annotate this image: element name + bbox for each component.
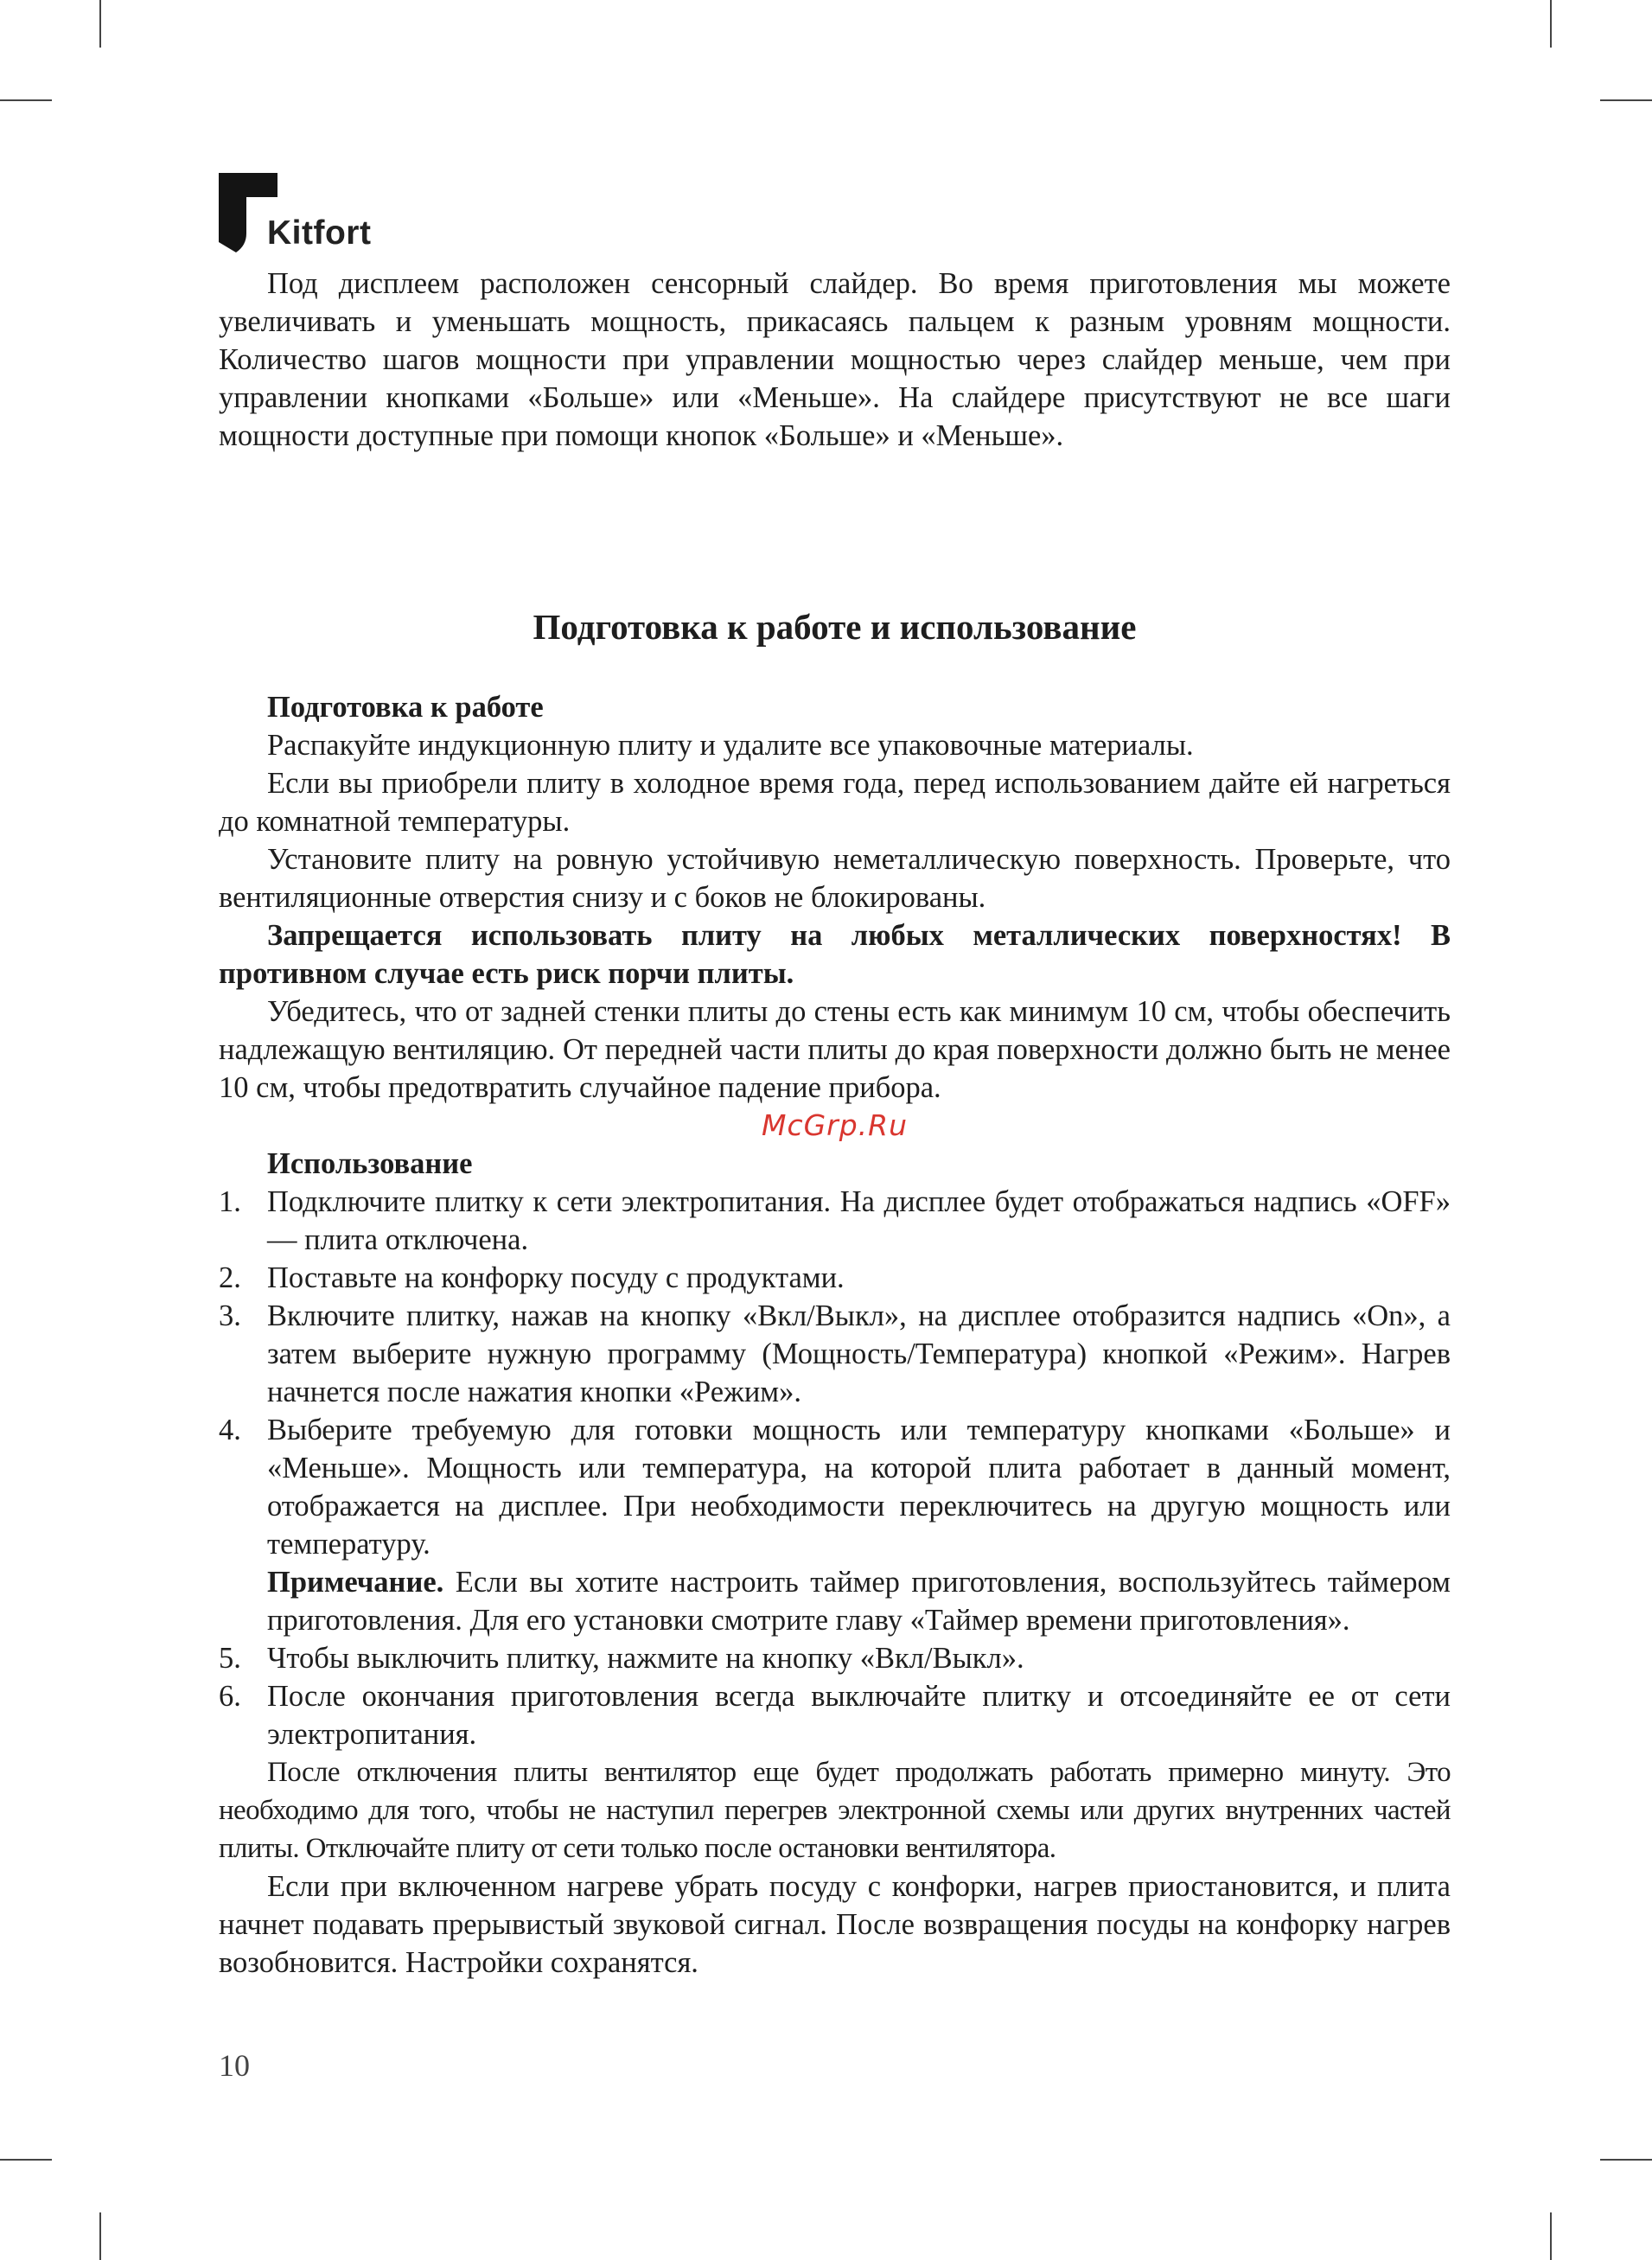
list-item (219, 1639, 1451, 1677)
crop-mark (99, 2212, 101, 2260)
intro-section (219, 265, 1451, 455)
note (219, 1563, 1451, 1639)
crop-mark (99, 0, 101, 48)
crop-mark (1550, 2212, 1552, 2260)
note-text: Если вы хотите настроить таймер приготовления, воспользуйтесь таймером приготовления. Для его установки смотрите главу «Таймер времени приготовления». (267, 1566, 1451, 1637)
step-number: 5. (219, 1642, 241, 1675)
crop-mark (1600, 2159, 1652, 2161)
list-item (219, 1411, 1451, 1563)
usage-steps-continued (219, 1639, 1451, 1753)
step-text: Поставьте на конфорку посуду с продуктами. (267, 1261, 845, 1294)
section-title: Подготовка к работе и использование (533, 607, 1137, 647)
brand-logo (219, 173, 392, 255)
list-item (219, 1297, 1451, 1411)
watermark: McGrp.Ru (761, 1108, 909, 1142)
preparation-paragraph: Распакуйте индукционную плиту и удалите все упаковочные материалы. (267, 729, 1194, 762)
list-item (219, 1259, 1451, 1297)
usage-heading: Использование (267, 1147, 473, 1180)
crop-mark (1600, 99, 1652, 101)
preparation-paragraph: Убедитесь, что от задней стенки плиты до стены есть как минимум 10 см, чтобы обеспечить надлежащую вентиляцию. От передней части плиты до края поверхности должно быть не менее 10 см, чтобы предотвратить случайное падение прибора. (219, 995, 1451, 1104)
crop-mark (1550, 0, 1552, 48)
step-number: 4. (219, 1414, 241, 1446)
note-label: Примечание. (267, 1566, 444, 1599)
step-number: 6. (219, 1680, 241, 1713)
list-item (219, 1183, 1451, 1259)
crop-mark (0, 99, 52, 101)
preparation-paragraph: Установите плиту на ровную устойчивую неметаллическую поверхность. Проверьте, что вентиляционные отверстия снизу и с боков не блокированы. (219, 843, 1451, 914)
usage-steps (219, 1183, 1451, 1563)
step-text: Подключите плитку к сети электропитания. На дисплее будет отображаться надпись «OFF» — плита отключена. (267, 1185, 1451, 1256)
step-text: После окончания приготовления всегда выключайте плитку и отсоединяйте ее от сети электропитания. (267, 1680, 1451, 1751)
warning-paragraph: Запрещается использовать плиту на любых металлических поверхностях! В противном случае есть риск порчи плиты. (219, 919, 1451, 990)
intro-paragraph: Под дисплеем расположен сенсорный слайдер. Во время приготовления мы можете увеличивать и уменьшать мощность, прикасаясь пальцем к разным уровням мощности. Количество шагов мощности при управлении мощностью через слайдер меньше, чем при управлении кнопками «Больше» или «Меньше». На слайдере присутствуют не все шаги мощности доступные при помощи кнопок «Больше» и «Меньше». (219, 267, 1451, 452)
preparation-heading: Подготовка к работе (267, 691, 544, 724)
step-number: 2. (219, 1261, 241, 1294)
brand-name: Kitfort (267, 214, 372, 252)
step-number: 1. (219, 1185, 241, 1218)
section-header (219, 605, 1451, 648)
crop-mark (0, 2159, 52, 2161)
step-text: Включите плитку, нажав на кнопку «Вкл/Выкл», на дисплее отобразится надпись «On», а затем выберите нужную программу (Мощность/Температура) кнопкой «Режим». Нагрев начнется после нажатия кнопки «Режим». (267, 1299, 1451, 1408)
page-number: 10 (219, 2048, 250, 2083)
step-number: 3. (219, 1299, 241, 1332)
fan-paragraph: После отключения плиты вентилятор еще будет продолжать работать примерно минуту. Это необходимо для того, чтобы не наступил перегрев электронной схемы или других внутренних частей плиты. Отключайте плиту от сети только после остановки вентилятора. (219, 1757, 1451, 1864)
main-content (219, 688, 1451, 1982)
list-item (219, 1677, 1451, 1753)
pause-paragraph: Если при включенном нагреве убрать посуду с конфорки, нагрев приостановится, и плита начнет подавать прерывистый звуковой сигнал. После возвращения посуды на конфорку нагрев возобновится. Настройки сохранятся. (219, 1870, 1451, 1979)
preparation-paragraph: Если вы приобрели плиту в холодное время года, перед использованием дайте ей нагреться до комнатной температуры. (219, 767, 1451, 838)
step-text: Выберите требуемую для готовки мощность или температуру кнопками «Больше» и «Меньше». Мощность или температура, на которой плита работает в данный момент, отображается на дисплее. При необходимости переключитесь на другую мощность или температуру. (267, 1414, 1451, 1561)
step-text: Чтобы выключить плитку, нажмите на кнопку «Вкл/Выкл». (267, 1642, 1024, 1675)
